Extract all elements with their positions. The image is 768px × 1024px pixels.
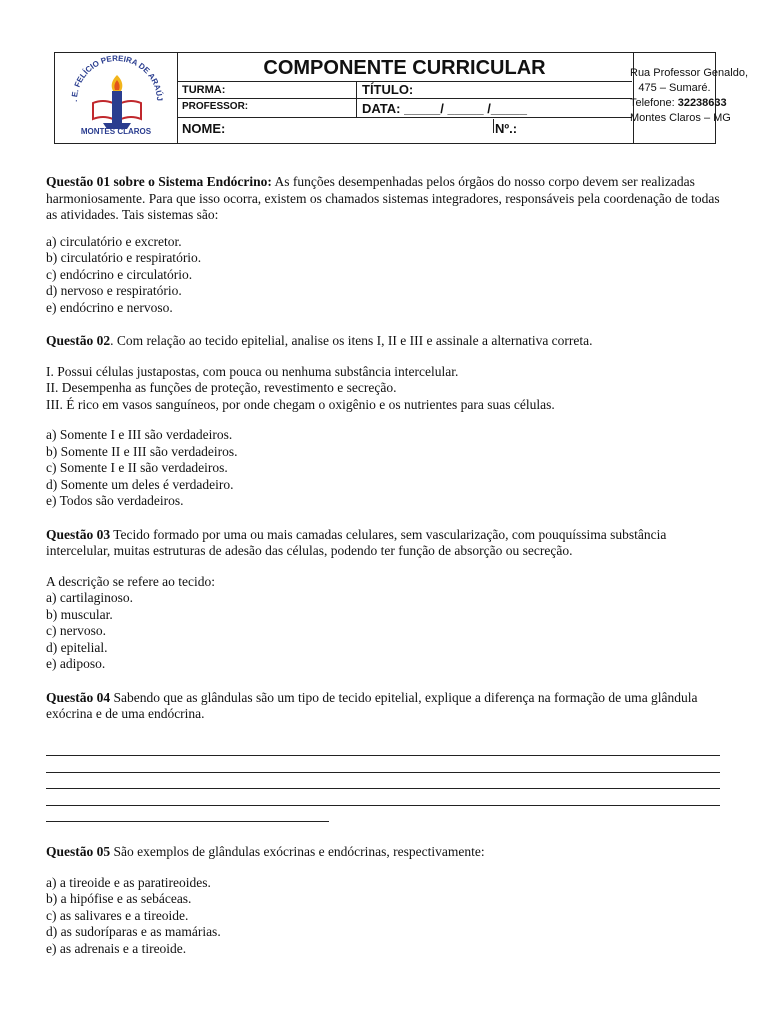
option: b) Somente II e III são verdadeiros. (46, 443, 238, 459)
answer-lines[interactable] (46, 740, 720, 823)
option: c) endócrino e circulatório. (46, 266, 193, 282)
question-3-prompt: A descrição se refere ao tecido: (46, 573, 216, 589)
option: c) Somente I e II são verdadeiros. (46, 460, 228, 475)
component-title: COMPONENTE CURRICULAR (177, 53, 632, 82)
question-1: Questão 01 sobre o Sistema Endócrino: As funções desempenhadas pelos órgãos do nosso corpo devem ser realizadas harmoniosamente. Para que isso ocorra, existem os chamados sistemas integradores, responsáveis pela coordenação de todas as atividades. Tais sistemas são: (46, 174, 720, 222)
option: e) Todos são verdadeiros. (46, 493, 184, 508)
option: b) a hipófise e as sebáceas. (46, 891, 192, 906)
data-label: DATA: _____/ _____ /_____ (362, 101, 528, 116)
option: c) as salivares e a tireoide. (46, 907, 189, 923)
answer-line[interactable] (46, 740, 720, 757)
option: a) Somente I e III são verdadeiros. (46, 427, 233, 442)
phone-line: Telefone: 32238633 (630, 97, 727, 109)
logo-arc-text: . E. FELÍCIO PEREIRA DE ARAÚJ (69, 53, 165, 102)
professor-label: PROFESSOR: (177, 99, 357, 117)
question-2-options (46, 427, 720, 510)
question-3: Questão 03 Tecido formado por uma ou mais camadas celulares, sem vascularização, com pouquíssima substância intercelular, muitas estruturas de adesão das células, podendo ter função de absorção ou secreção. (46, 526, 667, 558)
statement: I. Possui células justapostas, com pouca ou nenhuma substância intercelular. (46, 363, 459, 379)
option: a) circulatório e excretor. (46, 233, 182, 249)
address-line-1: Rua Professor Genaldo, (630, 67, 749, 79)
exam-content (46, 174, 720, 957)
logo-city-text: MONTES CLAROS (80, 127, 152, 136)
school-logo (55, 53, 178, 143)
titulo-label: TÍTULO: (362, 82, 414, 97)
answer-line[interactable] (46, 756, 720, 773)
option: a) cartilaginoso. (46, 590, 133, 605)
question-3-options (46, 574, 720, 673)
option: c) nervoso. (46, 623, 106, 638)
address-line-4: Montes Claros – MG (630, 112, 731, 124)
option: d) as sudoríparas e as mamárias. (46, 924, 221, 939)
option: b) muscular. (46, 606, 113, 622)
question-2-items (46, 364, 720, 414)
question-1-options (46, 234, 720, 317)
nome-label: NOME: (182, 121, 226, 136)
option: d) nervoso e respiratório. (46, 283, 182, 298)
nome-row (177, 118, 632, 143)
address-line-2: 475 – Sumaré. (638, 82, 711, 94)
numero-label: Nº.: (495, 121, 518, 136)
turma-row (177, 82, 632, 99)
question-4: Questão 04 Sabendo que as glândulas são um tipo de tecido epitelial, explique a diferença na formação de uma glândula exócrina e de uma endócrina. (46, 689, 698, 721)
option: d) epitelial. (46, 639, 108, 655)
header-table (54, 52, 749, 144)
statement: III. É rico em vasos sanguíneos, por onde chegam o oxigênio e os nutrientes para suas células. (46, 396, 555, 412)
statement: II. Desempenha as funções de proteção, revestimento e secreção. (46, 380, 397, 395)
option: a) a tireoide e as paratireoides. (46, 874, 211, 890)
option: e) endócrino e nervoso. (46, 299, 173, 315)
option: b) circulatório e respiratório. (46, 250, 202, 265)
question-2: Questão 02. Com relação ao tecido epitelial, analise os itens I, II e III e assinale a alternativa correta. (46, 333, 593, 348)
option: d) Somente um deles é verdadeiro. (46, 476, 234, 492)
option: e) as adrenais e a tireoide. (46, 940, 187, 956)
school-address (630, 53, 749, 143)
question-5: Questão 05 São exemplos de glândulas exócrinas e endócrinas, respectivamente: (46, 844, 485, 859)
professor-row (177, 99, 632, 118)
answer-line[interactable] (46, 789, 720, 806)
turma-label: TURMA: (177, 82, 357, 98)
svg-text:E. E. FELÍCIO PEREIRA DE ARAÚJ (55, 53, 164, 102)
question-5-options (46, 875, 720, 958)
answer-line[interactable] (46, 773, 720, 790)
numero-divider (493, 119, 494, 133)
option: e) adiposo. (46, 656, 106, 671)
answer-line[interactable] (46, 806, 329, 823)
